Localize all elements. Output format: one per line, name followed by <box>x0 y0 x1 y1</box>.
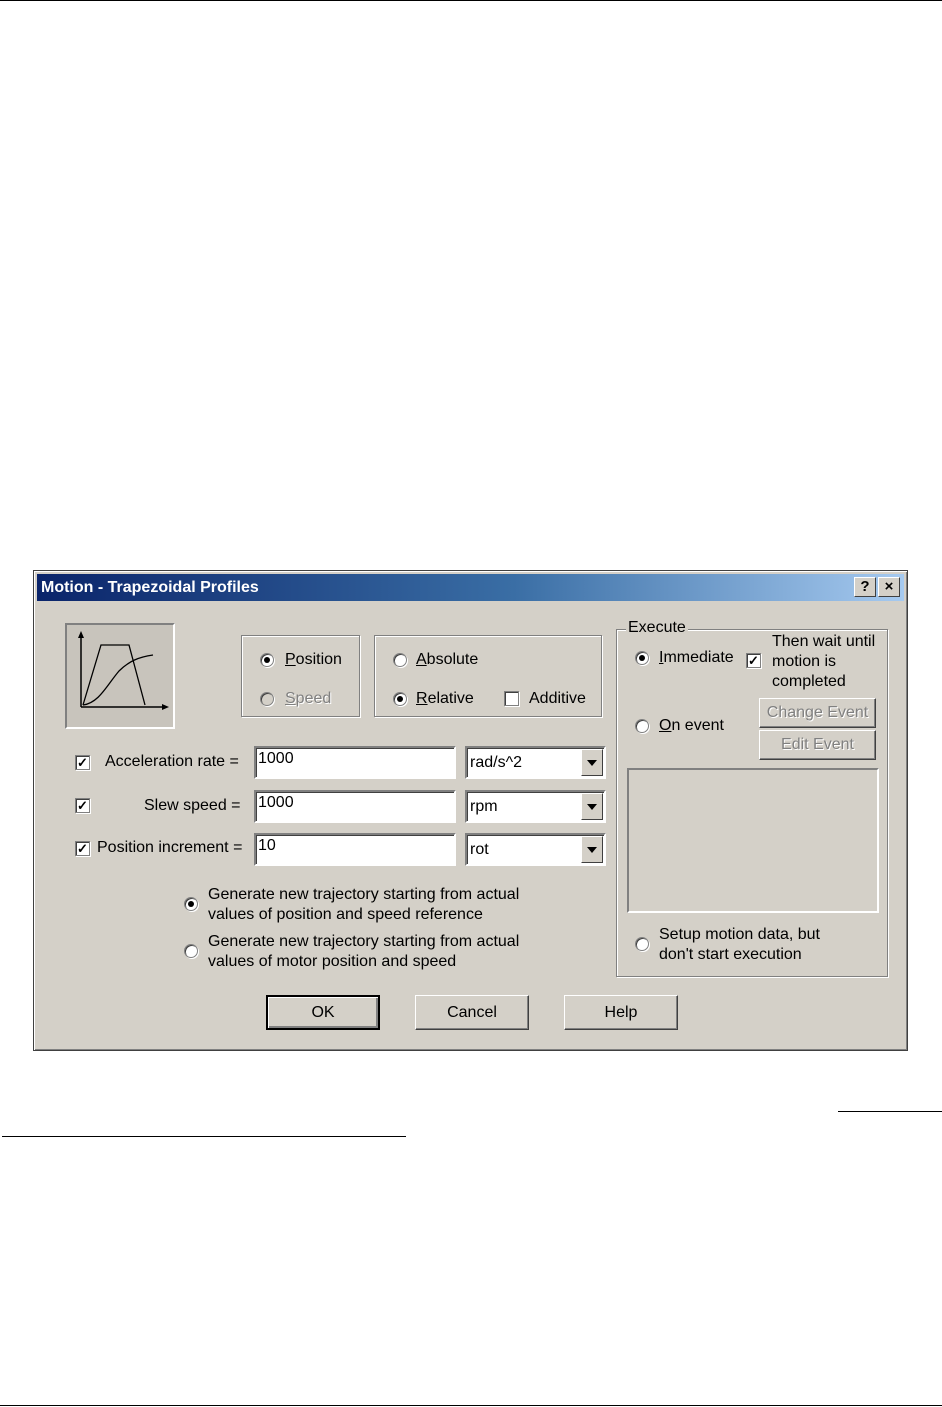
chevron-down-icon[interactable] <box>581 836 603 863</box>
absolute-radio[interactable] <box>393 653 407 667</box>
absolute-label: Absolute <box>416 651 479 668</box>
speed-radio[interactable] <box>260 692 274 706</box>
position-increment-unit-value: rot <box>470 841 489 858</box>
acceleration-input[interactable]: 1000 <box>254 746 456 779</box>
slew-speed-label: Slew speed = <box>144 797 241 814</box>
event-info-box <box>627 768 879 913</box>
trajectory-motor-radio[interactable] <box>184 944 198 958</box>
close-button[interactable]: × <box>878 577 900 597</box>
help-button[interactable]: Help <box>564 995 678 1030</box>
wait-line1: Then wait until <box>772 633 876 650</box>
help-question-button[interactable]: ? <box>854 577 876 597</box>
trapezoid-profile-icon <box>65 623 175 729</box>
ok-button[interactable]: OK <box>266 995 380 1030</box>
immediate-radio[interactable] <box>635 651 649 665</box>
setup-line1: Setup motion data, but <box>659 926 820 943</box>
position-increment-checkbox[interactable]: ✓ <box>75 841 90 856</box>
trajectory-reference-line1: Generate new trajectory starting from actual <box>208 886 520 903</box>
wait-completed-checkbox[interactable]: ✓ <box>746 653 761 668</box>
additive-checkbox[interactable] <box>504 691 519 706</box>
additive-label: Additive <box>529 690 586 707</box>
dialog-titlebar <box>37 574 904 601</box>
change-event-button[interactable]: Change Event <box>759 698 876 728</box>
trajectory-motor-line2: values of motor position and speed <box>208 953 457 970</box>
setup-line2: don't start execution <box>659 946 802 963</box>
slew-speed-input[interactable]: 1000 <box>254 790 456 823</box>
cancel-button[interactable]: Cancel <box>415 995 529 1030</box>
slew-speed-checkbox[interactable]: ✓ <box>75 798 90 813</box>
acceleration-label: Acceleration rate = <box>105 753 239 770</box>
trajectory-reference-radio[interactable] <box>184 897 198 911</box>
page-bottom-rule <box>0 1405 942 1406</box>
wait-completed-label <box>772 632 875 692</box>
relative-radio[interactable] <box>393 692 407 706</box>
text-underline-1 <box>838 1111 942 1112</box>
execute-group-label: Execute <box>628 619 686 636</box>
position-increment-unit-select[interactable] <box>465 833 606 866</box>
slew-speed-unit-select[interactable] <box>465 790 606 823</box>
text-underline-2 <box>2 1136 406 1137</box>
edit-event-button[interactable]: Edit Event <box>759 730 876 760</box>
position-label-rest: osition <box>295 651 342 668</box>
trajectory-motor-label <box>208 932 519 972</box>
trajectory-motor-line1: Generate new trajectory starting from actual <box>208 933 520 950</box>
trajectory-reference-line2: values of position and speed reference <box>208 906 483 923</box>
position-radio[interactable] <box>260 653 274 667</box>
wait-line3: completed <box>772 673 846 690</box>
position-label: Position <box>285 651 342 668</box>
chevron-down-icon[interactable] <box>581 749 603 776</box>
position-increment-label: Position increment = <box>97 839 243 856</box>
setup-only-radio[interactable] <box>635 937 649 951</box>
chevron-down-icon[interactable] <box>581 793 603 820</box>
position-increment-input[interactable]: 10 <box>254 833 456 866</box>
relative-label: Relative <box>416 690 474 707</box>
dialog-title: Motion - Trapezoidal Profiles <box>41 579 259 596</box>
slew-speed-unit-value: rpm <box>470 798 498 815</box>
trajectory-reference-label <box>208 885 519 925</box>
immediate-label: Immediate <box>659 649 734 666</box>
speed-label: Speed <box>285 690 332 707</box>
motion-trapezoidal-dialog <box>33 570 908 1051</box>
on-event-label: On event <box>659 717 724 734</box>
acceleration-unit-select[interactable] <box>465 746 606 779</box>
wait-line2: motion is <box>772 653 837 670</box>
acceleration-unit-value: rad/s^2 <box>470 754 522 771</box>
on-event-radio[interactable] <box>635 719 649 733</box>
setup-only-label <box>659 925 820 965</box>
page-top-rule <box>0 0 942 1</box>
acceleration-checkbox[interactable]: ✓ <box>75 755 90 770</box>
